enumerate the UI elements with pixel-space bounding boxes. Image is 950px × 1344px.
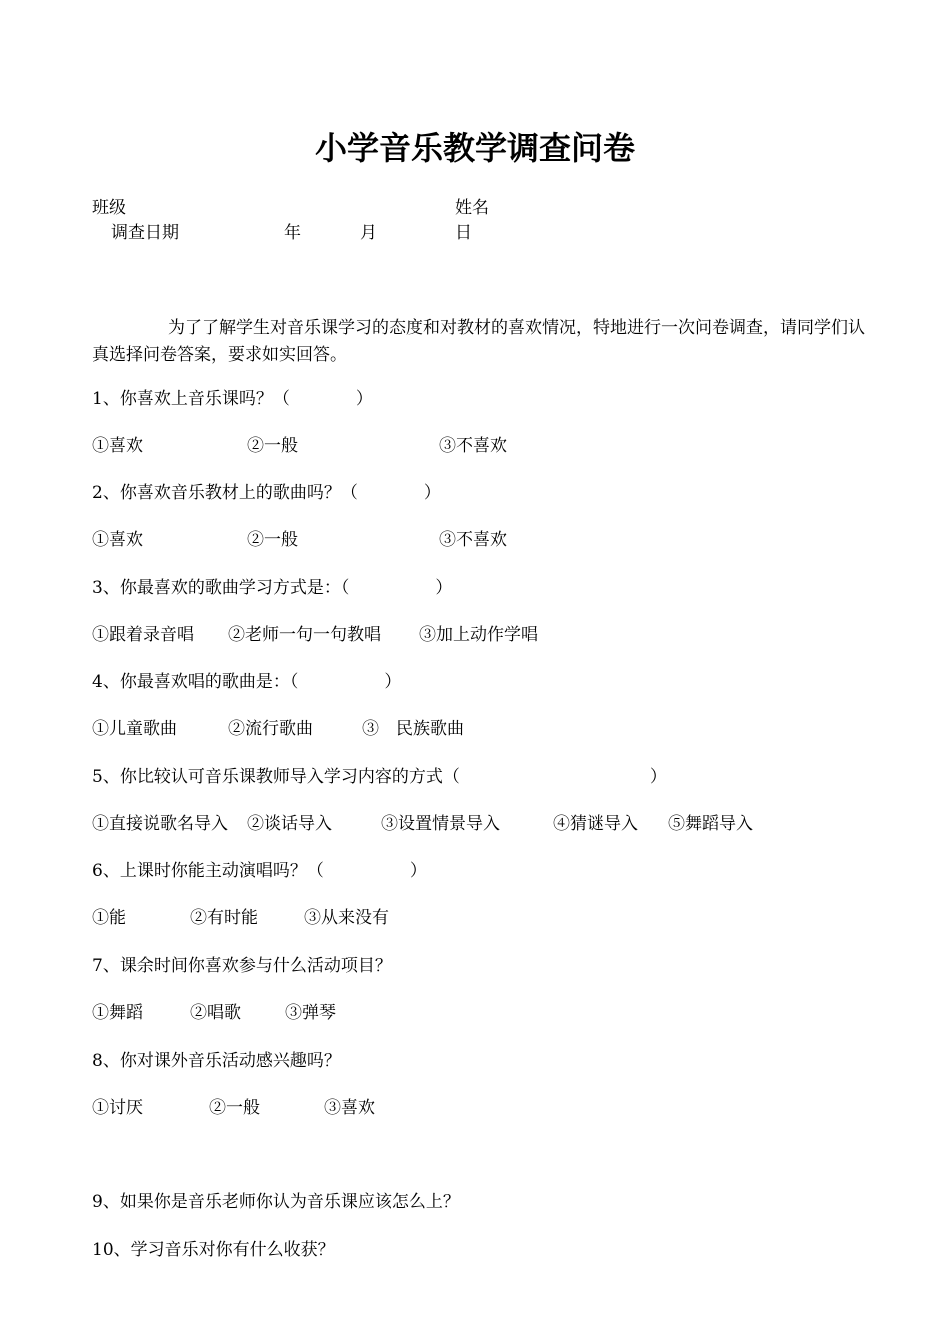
option[interactable]: ①直接说歌名导入: [92, 814, 228, 834]
question-text: 9、如果你是音乐老师你认为音乐课应该怎么上？: [92, 1192, 460, 1212]
option[interactable]: ①能: [92, 908, 126, 928]
option[interactable]: ②老师一句一句教唱: [228, 625, 381, 645]
answer-close: ）: [423, 483, 441, 503]
question-text: 7、课余时间你喜欢参与什么活动项目？: [92, 956, 392, 976]
question-6: [92, 859, 427, 883]
option[interactable]: ②一般: [209, 1098, 260, 1118]
option[interactable]: ①跟着录音唱: [92, 625, 194, 645]
question-8: [92, 1049, 341, 1073]
option[interactable]: ③不喜欢: [439, 530, 507, 550]
answer-close: ）: [409, 861, 427, 881]
option[interactable]: ③设置情景导入: [381, 814, 500, 834]
option[interactable]: ②有时能: [190, 908, 258, 928]
question-7: [92, 954, 392, 978]
question-text: 4、你最喜欢唱的歌曲是：（: [92, 672, 299, 692]
question-text: 3、你最喜欢的歌曲学习方式是：（: [92, 578, 350, 598]
month-label: 月: [360, 223, 377, 243]
option[interactable]: ⑤舞蹈导入: [668, 814, 753, 834]
question-text: 2、你喜欢音乐教材上的歌曲吗？（: [92, 483, 358, 503]
question-2: [92, 481, 441, 505]
option[interactable]: ①喜欢: [92, 530, 143, 550]
option[interactable]: ①讨厌: [92, 1098, 143, 1118]
question-1: [92, 387, 373, 411]
question-4: [92, 670, 401, 694]
option[interactable]: ③喜欢: [324, 1098, 375, 1118]
option[interactable]: ③弹琴: [285, 1003, 336, 1023]
date-label: 调查日期: [111, 223, 179, 243]
answer-close: ）: [384, 672, 402, 692]
intro-paragraph: [92, 315, 872, 369]
answer-close: ）: [649, 767, 667, 787]
question-5: [92, 765, 667, 789]
options-2: [92, 528, 872, 552]
intro-text: 为了了解学生对音乐课学习的态度和对教材的喜欢情况，特地进行一次问卷调查，请同学们认真选择问卷答案，要求如实回答。: [92, 318, 865, 365]
question-text: 6、上课时你能主动演唱吗？（: [92, 861, 324, 881]
answer-close: ）: [435, 578, 453, 598]
question-text: 5、你比较认可音乐课教师导入学习内容的方式（: [92, 767, 460, 787]
year-label: 年: [284, 223, 301, 243]
question-text: 1、你喜欢上音乐课吗？（: [92, 389, 290, 409]
question-10: [92, 1238, 335, 1262]
options-5: [92, 812, 872, 836]
option[interactable]: ④猜谜导入: [553, 814, 638, 834]
class-label: 班级: [92, 198, 126, 218]
option[interactable]: ②一般: [247, 530, 298, 550]
options-7: [92, 1001, 872, 1025]
option[interactable]: ③ 民族歌曲: [362, 719, 464, 739]
name-label: 姓名: [455, 198, 489, 218]
option[interactable]: ②一般: [247, 436, 298, 456]
question-text: 8、你对课外音乐活动感兴趣吗？: [92, 1051, 341, 1071]
option[interactable]: ③加上动作学唱: [419, 625, 538, 645]
question-3: [92, 576, 452, 600]
options-3: [92, 623, 872, 647]
options-4: [92, 717, 872, 741]
question-9: [92, 1190, 460, 1214]
answer-close: ）: [355, 389, 373, 409]
option[interactable]: ②谈话导入: [247, 814, 332, 834]
page-title: 小学音乐教学调查问卷: [314, 129, 635, 167]
option[interactable]: ①舞蹈: [92, 1003, 143, 1023]
day-label: 日: [455, 223, 472, 243]
options-6: [92, 906, 872, 930]
option[interactable]: ②唱歌: [190, 1003, 241, 1023]
options-8: [92, 1096, 872, 1120]
option[interactable]: ③不喜欢: [439, 436, 507, 456]
option[interactable]: ①儿童歌曲: [92, 719, 177, 739]
option[interactable]: ③从来没有: [304, 908, 389, 928]
option[interactable]: ①喜欢: [92, 436, 143, 456]
option[interactable]: ②流行歌曲: [228, 719, 313, 739]
question-text: 10、学习音乐对你有什么收获？: [92, 1240, 335, 1260]
options-1: [92, 434, 872, 458]
